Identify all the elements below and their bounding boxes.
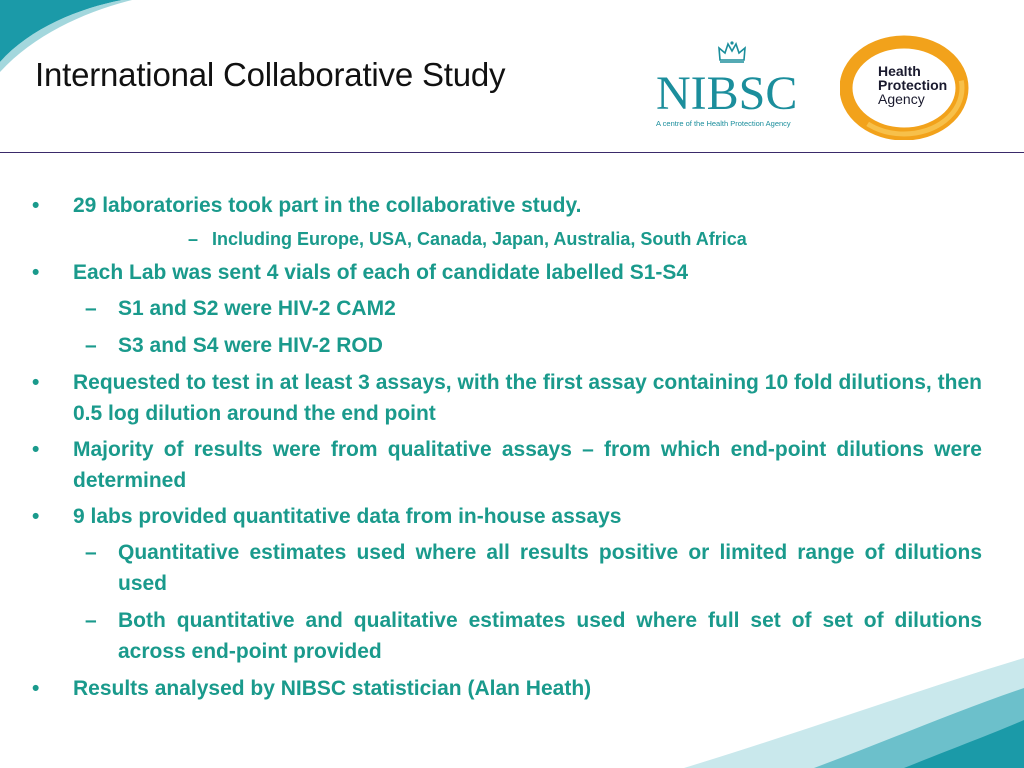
bullet-marker: • (32, 438, 40, 461)
hpa-line2: Protection (878, 77, 948, 93)
bullet-list (30, 190, 982, 709)
list-item-text: Requested to test in at least 3 assays, with the first assay containing 10 fold dilutions, then 0.5 log dilution around the end point (73, 371, 982, 425)
hpa-logo (840, 32, 980, 140)
dash-marker: – (85, 609, 97, 632)
list-item (30, 226, 982, 252)
list-item-text: Results analysed by NIBSC statistician (Alan Heath) (73, 677, 592, 700)
crown-icon (717, 40, 747, 64)
dash-marker: – (85, 297, 97, 320)
dash-marker: – (85, 541, 97, 564)
list-item (30, 257, 982, 288)
corner-wave-decoration (664, 658, 1024, 768)
list-item (30, 501, 982, 532)
dash-marker: – (85, 334, 97, 357)
title-divider (0, 152, 1024, 153)
list-item-text: Quantitative estimates used where all results positive or limited range of dilutions used (118, 541, 982, 595)
list-item (30, 190, 982, 221)
list-item-text: 29 laboratories took part in the collaborative study. (73, 194, 582, 217)
bullet-marker: • (32, 261, 40, 284)
nibsc-wordmark: NIBSC (656, 67, 798, 120)
nibsc-tagline: A centre of the Health Protection Agency (656, 119, 791, 128)
list-item-text: S3 and S4 were HIV-2 ROD (118, 334, 383, 357)
bullet-marker: • (32, 194, 40, 217)
list-item (30, 367, 982, 429)
bullet-marker: • (32, 505, 40, 528)
bullet-marker: • (32, 371, 40, 394)
list-item-text: Each Lab was sent 4 vials of each of candidate labelled S1-S4 (73, 261, 689, 284)
list-item (30, 330, 982, 361)
dash-marker: – (188, 229, 199, 249)
list-item-text: Both quantitative and qualitative estimates used where full set of set of dilutions across end-point provided (118, 609, 982, 663)
list-item-text: 9 labs provided quantitative data from in-house assays (73, 505, 622, 528)
nibsc-logo (652, 40, 812, 132)
list-item-text: Including Europe, USA, Canada, Japan, Australia, South Africa (212, 229, 747, 249)
hpa-line1: Health (878, 63, 921, 79)
hpa-wordmark (878, 64, 947, 106)
page-title: International Collaborative Study (35, 56, 506, 93)
list-item-text: S1 and S2 were HIV-2 CAM2 (118, 297, 396, 320)
list-item (30, 537, 982, 599)
list-item (30, 434, 982, 496)
list-item-text: Majority of results were from qualitative assays – from which end-point dilutions were determined (73, 438, 982, 492)
list-item (30, 293, 982, 324)
bullet-marker: • (32, 677, 40, 700)
hpa-line3: Agency (878, 91, 925, 107)
